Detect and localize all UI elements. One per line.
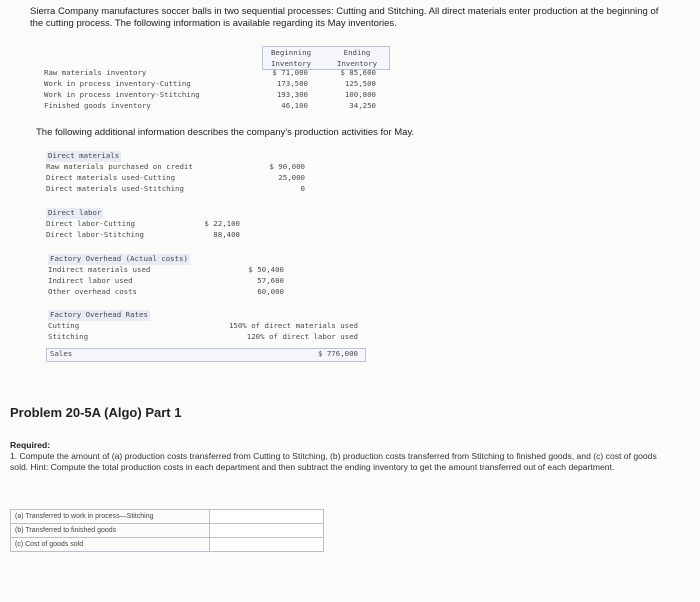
inventory-row-label: Work in process inventory-Stitching: [44, 90, 200, 99]
answer-row: [11, 538, 324, 552]
direct-materials-row-label: Direct materials used-Cutting: [46, 173, 176, 182]
overhead-rate-value: 150% of direct materials used: [228, 321, 358, 330]
required-text: 1. Compute the amount of (a) production costs transferred from Cutting to Stitching, (b) production costs transferred from Stitching to finished goods, and (c) cost of goods sold. Hint: Compute the total production costs in each department and then subtract the ending inventory to get the amount transferred out of each department.: [10, 451, 657, 472]
factory-overhead-row-value: 60,000: [257, 287, 284, 296]
overhead-rate-value: 120% of direct labor used: [246, 332, 358, 341]
sales-label: Sales: [50, 349, 73, 358]
answer-label: (c) Cost of goods sold: [11, 538, 210, 552]
answer-table: [10, 509, 324, 552]
beginning-header-line2: Inventory: [270, 58, 312, 68]
direct-labor-row-value: 88,400: [213, 230, 240, 239]
ending-header-line1: Ending: [343, 48, 371, 57]
answer-label: (b) Transferred to finished goods: [11, 524, 210, 538]
direct-materials-header: Direct materials: [48, 151, 120, 160]
required-section: [10, 440, 660, 473]
answer-row: [11, 524, 324, 538]
inventory-row-label: Raw materials inventory: [44, 68, 147, 77]
overhead-rate-label: Cutting: [48, 321, 80, 330]
intro-text: Sierra Company manufactures soccer balls in two sequential processes: Cutting and Stitching. All direct materials enter production at the beginning of the cutting process. The following information is available regarding its May inventories.: [30, 6, 659, 29]
ending-header-line2: Inventory: [336, 58, 378, 68]
answer-input-a[interactable]: [210, 510, 324, 524]
direct-materials-row-label: Raw materials purchased on credit: [46, 162, 193, 171]
additional-info-text: The following additional information describes the company's production activities for May.: [36, 127, 415, 138]
direct-materials-row-label: Direct materials used-Stitching: [46, 184, 184, 193]
direct-labor-row-value: $ 22,100: [204, 219, 240, 228]
factory-overhead-row-label: Other overhead costs: [48, 287, 137, 296]
answer-row: [11, 510, 324, 524]
direct-materials-row-value: 25,000: [278, 173, 305, 182]
direct-labor-header: Direct labor: [48, 208, 102, 217]
beginning-header-line1: Beginning: [270, 48, 312, 57]
factory-overhead-row-label: Indirect labor used: [48, 276, 133, 285]
inventory-row-label: Work in process inventory-Cutting: [44, 79, 191, 88]
factory-overhead-header: Factory Overhead (Actual costs): [50, 254, 188, 263]
inventory-row-ending: 34,250: [349, 101, 376, 110]
inventory-row-ending: 125,500: [344, 79, 376, 88]
direct-labor-row-label: Direct labor-Stitching: [46, 230, 144, 239]
direct-materials-row-value: $ 90,000: [269, 162, 305, 171]
required-heading: Required:: [10, 440, 51, 450]
inventory-row-beginning: $ 71,000: [272, 68, 308, 77]
direct-materials-row-value: 0: [300, 184, 305, 193]
problem-title: Problem 20-5A (Algo) Part 1: [10, 405, 182, 420]
overhead-rate-label: Stitching: [48, 332, 89, 341]
direct-labor-row-label: Direct labor-Cutting: [46, 219, 135, 228]
inventory-row-ending: $ 85,600: [340, 68, 376, 77]
answer-label: (a) Transferred to work in process—Stitching: [11, 510, 210, 524]
answer-input-c[interactable]: [210, 538, 324, 552]
answer-input-b[interactable]: [210, 524, 324, 538]
beginning-inventory-header: [262, 48, 320, 69]
inventory-row-label: Finished goods inventory: [44, 101, 151, 110]
sales-value: $ 776,000: [317, 349, 358, 358]
factory-overhead-row-value: 57,600: [257, 276, 284, 285]
factory-overhead-row-value: $ 50,400: [248, 265, 284, 274]
factory-overhead-row-label: Indirect materials used: [48, 265, 151, 274]
inventory-row-beginning: 46,100: [281, 101, 308, 110]
inventory-row-beginning: 173,500: [276, 79, 308, 88]
inventory-row-ending: 100,800: [344, 90, 376, 99]
inventory-row-beginning: 193,300: [276, 90, 308, 99]
overhead-rates-header: Factory Overhead Rates: [50, 310, 148, 319]
ending-inventory-header: [328, 48, 386, 69]
